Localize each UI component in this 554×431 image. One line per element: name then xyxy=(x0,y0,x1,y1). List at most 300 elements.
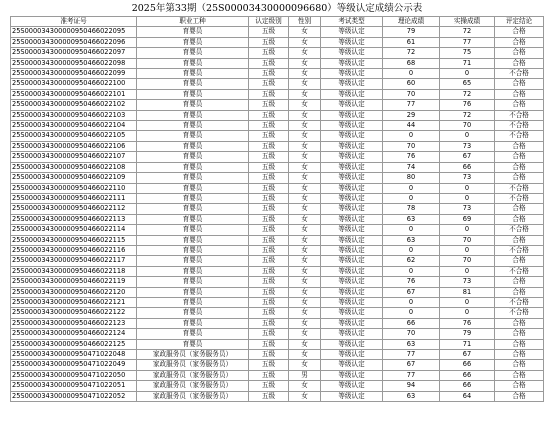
cell-exam-type: 等级认定 xyxy=(321,37,383,47)
cell-level: 五级 xyxy=(249,318,289,328)
cell-result: 合格 xyxy=(495,204,544,214)
cell-occupation: 育婴员 xyxy=(137,173,249,183)
cell-practice-score: 66 xyxy=(440,381,495,391)
cell-exam-type: 等级认定 xyxy=(321,100,383,110)
cell-exam-type: 等级认定 xyxy=(321,318,383,328)
cell-level: 五级 xyxy=(249,235,289,245)
header-occupation: 职业工种 xyxy=(137,17,249,27)
cell-exam-type: 等级认定 xyxy=(321,360,383,370)
header-level: 认定级别 xyxy=(249,17,289,27)
cell-theory-score: 0 xyxy=(383,225,440,235)
cell-exam-id: 25S000034300000950466022117 xyxy=(11,256,137,266)
cell-theory-score: 63 xyxy=(383,235,440,245)
cell-result: 不合格 xyxy=(495,193,544,203)
cell-occupation: 育婴员 xyxy=(137,37,249,47)
cell-practice-score: 73 xyxy=(440,173,495,183)
cell-result: 不合格 xyxy=(495,183,544,193)
cell-level: 五级 xyxy=(249,193,289,203)
cell-occupation: 育婴员 xyxy=(137,141,249,151)
cell-result: 合格 xyxy=(495,381,544,391)
cell-gender: 女 xyxy=(289,58,321,68)
cell-gender: 女 xyxy=(289,69,321,79)
cell-result: 合格 xyxy=(495,27,544,37)
page-title: 2025年第33期（25S00003430000096680）等级认定成绩公示表 xyxy=(131,3,423,14)
cell-level: 五级 xyxy=(249,360,289,370)
table-row xyxy=(11,360,544,370)
cell-occupation: 育婴员 xyxy=(137,89,249,99)
cell-theory-score: 76 xyxy=(383,152,440,162)
header-exam-id: 准考证号 xyxy=(11,17,137,27)
cell-theory-score: 80 xyxy=(383,173,440,183)
table-row xyxy=(11,297,544,307)
cell-gender: 女 xyxy=(289,391,321,401)
cell-exam-id: 25S000034300000950466022114 xyxy=(11,225,137,235)
cell-occupation: 家政服务员（家务服务员） xyxy=(137,350,249,360)
cell-occupation: 育婴员 xyxy=(137,110,249,120)
cell-practice-score: 75 xyxy=(440,48,495,58)
cell-occupation: 育婴员 xyxy=(137,204,249,214)
cell-practice-score: 76 xyxy=(440,100,495,110)
cell-gender: 女 xyxy=(289,89,321,99)
cell-exam-type: 等级认定 xyxy=(321,214,383,224)
cell-exam-id: 25S000034300000950466022122 xyxy=(11,308,137,318)
cell-theory-score: 63 xyxy=(383,339,440,349)
cell-theory-score: 0 xyxy=(383,69,440,79)
table-row xyxy=(11,79,544,89)
cell-gender: 女 xyxy=(289,245,321,255)
table-row xyxy=(11,58,544,68)
cell-result: 不合格 xyxy=(495,69,544,79)
table-row xyxy=(11,245,544,255)
table-row xyxy=(11,277,544,287)
cell-gender: 女 xyxy=(289,256,321,266)
cell-exam-type: 等级认定 xyxy=(321,58,383,68)
cell-exam-id: 25S000034300000950466022120 xyxy=(11,287,137,297)
cell-practice-score: 72 xyxy=(440,27,495,37)
cell-result: 合格 xyxy=(495,79,544,89)
cell-gender: 女 xyxy=(289,381,321,391)
table-row xyxy=(11,131,544,141)
cell-result: 合格 xyxy=(495,391,544,401)
cell-occupation: 育婴员 xyxy=(137,131,249,141)
table-row xyxy=(11,235,544,245)
cell-occupation: 育婴员 xyxy=(137,27,249,37)
cell-practice-score: 0 xyxy=(440,69,495,79)
cell-exam-id: 25S000034300000950466022102 xyxy=(11,100,137,110)
cell-exam-type: 等级认定 xyxy=(321,121,383,131)
cell-exam-type: 等级认定 xyxy=(321,173,383,183)
cell-exam-type: 等级认定 xyxy=(321,391,383,401)
cell-result: 合格 xyxy=(495,100,544,110)
cell-gender: 女 xyxy=(289,79,321,89)
cell-result: 合格 xyxy=(495,256,544,266)
cell-gender: 女 xyxy=(289,308,321,318)
cell-practice-score: 73 xyxy=(440,204,495,214)
cell-exam-type: 等级认定 xyxy=(321,225,383,235)
cell-level: 五级 xyxy=(249,391,289,401)
cell-practice-score: 69 xyxy=(440,214,495,224)
cell-exam-type: 等级认定 xyxy=(321,48,383,58)
cell-exam-type: 等级认定 xyxy=(321,350,383,360)
table-row xyxy=(11,204,544,214)
cell-occupation: 家政服务员（家务服务员） xyxy=(137,391,249,401)
header-result: 评定结论 xyxy=(495,17,544,27)
cell-theory-score: 67 xyxy=(383,360,440,370)
cell-level: 五级 xyxy=(249,204,289,214)
cell-exam-id: 25S000034300000950471022050 xyxy=(11,370,137,380)
cell-result: 合格 xyxy=(495,162,544,172)
cell-exam-id: 25S000034300000950466022109 xyxy=(11,173,137,183)
cell-level: 五级 xyxy=(249,79,289,89)
cell-result: 合格 xyxy=(495,370,544,380)
table-row xyxy=(11,27,544,37)
cell-result: 合格 xyxy=(495,318,544,328)
cell-theory-score: 0 xyxy=(383,297,440,307)
table-row xyxy=(11,318,544,328)
table-row xyxy=(11,329,544,339)
cell-result: 合格 xyxy=(495,277,544,287)
cell-theory-score: 72 xyxy=(383,48,440,58)
cell-level: 五级 xyxy=(249,277,289,287)
cell-result: 合格 xyxy=(495,152,544,162)
cell-theory-score: 0 xyxy=(383,193,440,203)
cell-practice-score: 67 xyxy=(440,152,495,162)
cell-practice-score: 0 xyxy=(440,131,495,141)
cell-practice-score: 70 xyxy=(440,121,495,131)
table-row xyxy=(11,193,544,203)
cell-exam-id: 25S000034300000950466022125 xyxy=(11,339,137,349)
cell-exam-type: 等级认定 xyxy=(321,131,383,141)
cell-occupation: 育婴员 xyxy=(137,193,249,203)
cell-result: 合格 xyxy=(495,329,544,339)
table-body xyxy=(11,27,544,402)
cell-gender: 女 xyxy=(289,339,321,349)
cell-practice-score: 0 xyxy=(440,183,495,193)
table-row xyxy=(11,121,544,131)
cell-practice-score: 0 xyxy=(440,308,495,318)
table-row xyxy=(11,183,544,193)
cell-exam-type: 等级认定 xyxy=(321,339,383,349)
table-row xyxy=(11,152,544,162)
cell-result: 合格 xyxy=(495,37,544,47)
cell-practice-score: 77 xyxy=(440,37,495,47)
cell-gender: 女 xyxy=(289,297,321,307)
cell-exam-type: 等级认定 xyxy=(321,69,383,79)
cell-practice-score: 66 xyxy=(440,370,495,380)
cell-exam-type: 等级认定 xyxy=(321,193,383,203)
cell-gender: 女 xyxy=(289,287,321,297)
cell-level: 五级 xyxy=(249,100,289,110)
cell-gender: 女 xyxy=(289,48,321,58)
cell-theory-score: 94 xyxy=(383,381,440,391)
cell-gender: 女 xyxy=(289,277,321,287)
cell-result: 合格 xyxy=(495,141,544,151)
cell-theory-score: 79 xyxy=(383,27,440,37)
cell-gender: 女 xyxy=(289,141,321,151)
cell-exam-id: 25S000034300000950466022097 xyxy=(11,48,137,58)
cell-exam-id: 25S000034300000950466022101 xyxy=(11,89,137,99)
cell-gender: 女 xyxy=(289,37,321,47)
table-row xyxy=(11,48,544,58)
cell-level: 五级 xyxy=(249,58,289,68)
cell-practice-score: 0 xyxy=(440,193,495,203)
cell-exam-type: 等级认定 xyxy=(321,308,383,318)
cell-gender: 女 xyxy=(289,318,321,328)
cell-occupation: 育婴员 xyxy=(137,79,249,89)
cell-occupation: 育婴员 xyxy=(137,339,249,349)
cell-gender: 女 xyxy=(289,204,321,214)
cell-exam-type: 等级认定 xyxy=(321,141,383,151)
cell-exam-id: 25S000034300000950466022111 xyxy=(11,193,137,203)
cell-result: 合格 xyxy=(495,235,544,245)
table-row xyxy=(11,350,544,360)
cell-exam-id: 25S000034300000950466022104 xyxy=(11,121,137,131)
cell-result: 合格 xyxy=(495,89,544,99)
cell-level: 五级 xyxy=(249,173,289,183)
cell-theory-score: 70 xyxy=(383,89,440,99)
table-row xyxy=(11,339,544,349)
cell-level: 五级 xyxy=(249,214,289,224)
cell-theory-score: 63 xyxy=(383,214,440,224)
cell-occupation: 家政服务员（家务服务员） xyxy=(137,360,249,370)
cell-exam-id: 25S000034300000950471022049 xyxy=(11,360,137,370)
cell-exam-id: 25S000034300000950466022119 xyxy=(11,277,137,287)
cell-occupation: 育婴员 xyxy=(137,121,249,131)
cell-exam-id: 25S000034300000950466022108 xyxy=(11,162,137,172)
cell-gender: 女 xyxy=(289,193,321,203)
table-row xyxy=(11,100,544,110)
cell-gender: 女 xyxy=(289,235,321,245)
cell-level: 五级 xyxy=(249,141,289,151)
cell-gender: 女 xyxy=(289,152,321,162)
cell-exam-type: 等级认定 xyxy=(321,287,383,297)
cell-level: 五级 xyxy=(249,48,289,58)
cell-level: 五级 xyxy=(249,339,289,349)
cell-theory-score: 0 xyxy=(383,131,440,141)
cell-level: 五级 xyxy=(249,69,289,79)
cell-result: 不合格 xyxy=(495,121,544,131)
table-row xyxy=(11,287,544,297)
cell-occupation: 育婴员 xyxy=(137,58,249,68)
cell-exam-type: 等级认定 xyxy=(321,89,383,99)
cell-exam-id: 25S000034300000950466022124 xyxy=(11,329,137,339)
cell-occupation: 育婴员 xyxy=(137,329,249,339)
cell-exam-type: 等级认定 xyxy=(321,277,383,287)
cell-exam-type: 等级认定 xyxy=(321,27,383,37)
cell-result: 不合格 xyxy=(495,266,544,276)
table-row xyxy=(11,141,544,151)
cell-level: 五级 xyxy=(249,381,289,391)
table-row xyxy=(11,225,544,235)
cell-exam-id: 25S000034300000950466022112 xyxy=(11,204,137,214)
table-row xyxy=(11,381,544,391)
cell-occupation: 育婴员 xyxy=(137,69,249,79)
cell-theory-score: 61 xyxy=(383,37,440,47)
cell-occupation: 育婴员 xyxy=(137,48,249,58)
cell-practice-score: 76 xyxy=(440,318,495,328)
cell-practice-score: 67 xyxy=(440,350,495,360)
cell-occupation: 育婴员 xyxy=(137,308,249,318)
cell-practice-score: 73 xyxy=(440,277,495,287)
cell-gender: 女 xyxy=(289,173,321,183)
cell-exam-id: 25S000034300000950466022107 xyxy=(11,152,137,162)
header-theory-score: 理论成绩 xyxy=(383,17,440,27)
cell-occupation: 育婴员 xyxy=(137,297,249,307)
cell-theory-score: 70 xyxy=(383,329,440,339)
cell-level: 五级 xyxy=(249,110,289,120)
cell-practice-score: 81 xyxy=(440,287,495,297)
table-row xyxy=(11,69,544,79)
cell-exam-type: 等级认定 xyxy=(321,256,383,266)
cell-exam-id: 25S000034300000950466022118 xyxy=(11,266,137,276)
cell-exam-type: 等级认定 xyxy=(321,204,383,214)
cell-occupation: 育婴员 xyxy=(137,225,249,235)
cell-practice-score: 71 xyxy=(440,58,495,68)
cell-exam-type: 等级认定 xyxy=(321,235,383,245)
cell-exam-type: 等级认定 xyxy=(321,329,383,339)
cell-theory-score: 77 xyxy=(383,370,440,380)
cell-practice-score: 66 xyxy=(440,162,495,172)
cell-level: 五级 xyxy=(249,370,289,380)
cell-occupation: 育婴员 xyxy=(137,183,249,193)
cell-gender: 男 xyxy=(289,370,321,380)
cell-theory-score: 0 xyxy=(383,308,440,318)
cell-theory-score: 78 xyxy=(383,204,440,214)
cell-theory-score: 74 xyxy=(383,162,440,172)
cell-exam-id: 25S000034300000950466022123 xyxy=(11,318,137,328)
cell-occupation: 育婴员 xyxy=(137,245,249,255)
cell-exam-type: 等级认定 xyxy=(321,110,383,120)
cell-theory-score: 67 xyxy=(383,287,440,297)
cell-level: 五级 xyxy=(249,350,289,360)
cell-occupation: 育婴员 xyxy=(137,318,249,328)
cell-theory-score: 70 xyxy=(383,141,440,151)
cell-theory-score: 62 xyxy=(383,256,440,266)
cell-exam-type: 等级认定 xyxy=(321,79,383,89)
cell-occupation: 育婴员 xyxy=(137,266,249,276)
cell-exam-type: 等级认定 xyxy=(321,266,383,276)
cell-gender: 女 xyxy=(289,162,321,172)
cell-theory-score: 44 xyxy=(383,121,440,131)
cell-exam-id: 25S000034300000950466022103 xyxy=(11,110,137,120)
cell-gender: 女 xyxy=(289,214,321,224)
cell-level: 五级 xyxy=(249,27,289,37)
cell-exam-id: 25S000034300000950466022098 xyxy=(11,58,137,68)
cell-result: 不合格 xyxy=(495,110,544,120)
cell-occupation: 育婴员 xyxy=(137,235,249,245)
cell-exam-type: 等级认定 xyxy=(321,162,383,172)
cell-occupation: 育婴员 xyxy=(137,152,249,162)
table-row xyxy=(11,391,544,401)
table-row xyxy=(11,110,544,120)
cell-practice-score: 71 xyxy=(440,339,495,349)
cell-level: 五级 xyxy=(249,266,289,276)
cell-result: 合格 xyxy=(495,58,544,68)
cell-gender: 女 xyxy=(289,360,321,370)
cell-practice-score: 0 xyxy=(440,297,495,307)
results-table xyxy=(10,16,544,402)
cell-result: 合格 xyxy=(495,214,544,224)
cell-level: 五级 xyxy=(249,329,289,339)
table-row xyxy=(11,173,544,183)
cell-theory-score: 0 xyxy=(383,266,440,276)
cell-exam-id: 25S000034300000950466022099 xyxy=(11,69,137,79)
cell-level: 五级 xyxy=(249,308,289,318)
cell-occupation: 育婴员 xyxy=(137,162,249,172)
table-row xyxy=(11,370,544,380)
cell-gender: 女 xyxy=(289,110,321,120)
cell-level: 五级 xyxy=(249,131,289,141)
cell-gender: 女 xyxy=(289,183,321,193)
cell-exam-type: 等级认定 xyxy=(321,370,383,380)
table-row xyxy=(11,308,544,318)
cell-level: 五级 xyxy=(249,162,289,172)
table-row xyxy=(11,37,544,47)
cell-exam-id: 25S000034300000950471022048 xyxy=(11,350,137,360)
cell-occupation: 家政服务员（家务服务员） xyxy=(137,381,249,391)
cell-result: 合格 xyxy=(495,360,544,370)
cell-practice-score: 70 xyxy=(440,235,495,245)
cell-exam-id: 25S000034300000950466022113 xyxy=(11,214,137,224)
cell-occupation: 育婴员 xyxy=(137,277,249,287)
cell-gender: 女 xyxy=(289,100,321,110)
cell-theory-score: 29 xyxy=(383,110,440,120)
cell-result: 合格 xyxy=(495,339,544,349)
header-exam-type: 考试类型 xyxy=(321,17,383,27)
table-row xyxy=(11,266,544,276)
cell-practice-score: 72 xyxy=(440,110,495,120)
cell-level: 五级 xyxy=(249,121,289,131)
table-row xyxy=(11,89,544,99)
cell-result: 不合格 xyxy=(495,245,544,255)
cell-theory-score: 76 xyxy=(383,277,440,287)
cell-exam-type: 等级认定 xyxy=(321,245,383,255)
cell-occupation: 家政服务员（家务服务员） xyxy=(137,370,249,380)
cell-exam-id: 25S000034300000950466022116 xyxy=(11,245,137,255)
cell-occupation: 育婴员 xyxy=(137,287,249,297)
cell-practice-score: 64 xyxy=(440,391,495,401)
cell-theory-score: 68 xyxy=(383,58,440,68)
cell-gender: 女 xyxy=(289,131,321,141)
header-practice-score: 实操成绩 xyxy=(440,17,495,27)
cell-result: 合格 xyxy=(495,287,544,297)
cell-gender: 女 xyxy=(289,121,321,131)
header-row xyxy=(11,17,544,27)
cell-gender: 女 xyxy=(289,329,321,339)
cell-practice-score: 0 xyxy=(440,245,495,255)
cell-exam-id: 25S000034300000950466022115 xyxy=(11,235,137,245)
cell-exam-id: 25S000034300000950466022096 xyxy=(11,37,137,47)
cell-level: 五级 xyxy=(249,256,289,266)
cell-exam-type: 等级认定 xyxy=(321,183,383,193)
cell-occupation: 育婴员 xyxy=(137,100,249,110)
cell-exam-type: 等级认定 xyxy=(321,381,383,391)
cell-exam-id: 25S000034300000950466022106 xyxy=(11,141,137,151)
cell-exam-id: 25S000034300000950471022052 xyxy=(11,391,137,401)
cell-practice-score: 79 xyxy=(440,329,495,339)
cell-level: 五级 xyxy=(249,287,289,297)
cell-gender: 女 xyxy=(289,350,321,360)
cell-practice-score: 0 xyxy=(440,225,495,235)
cell-theory-score: 63 xyxy=(383,391,440,401)
cell-exam-type: 等级认定 xyxy=(321,152,383,162)
table-row xyxy=(11,214,544,224)
cell-practice-score: 65 xyxy=(440,79,495,89)
cell-level: 五级 xyxy=(249,183,289,193)
cell-exam-id: 25S000034300000950471022051 xyxy=(11,381,137,391)
cell-exam-type: 等级认定 xyxy=(321,297,383,307)
cell-occupation: 育婴员 xyxy=(137,256,249,266)
